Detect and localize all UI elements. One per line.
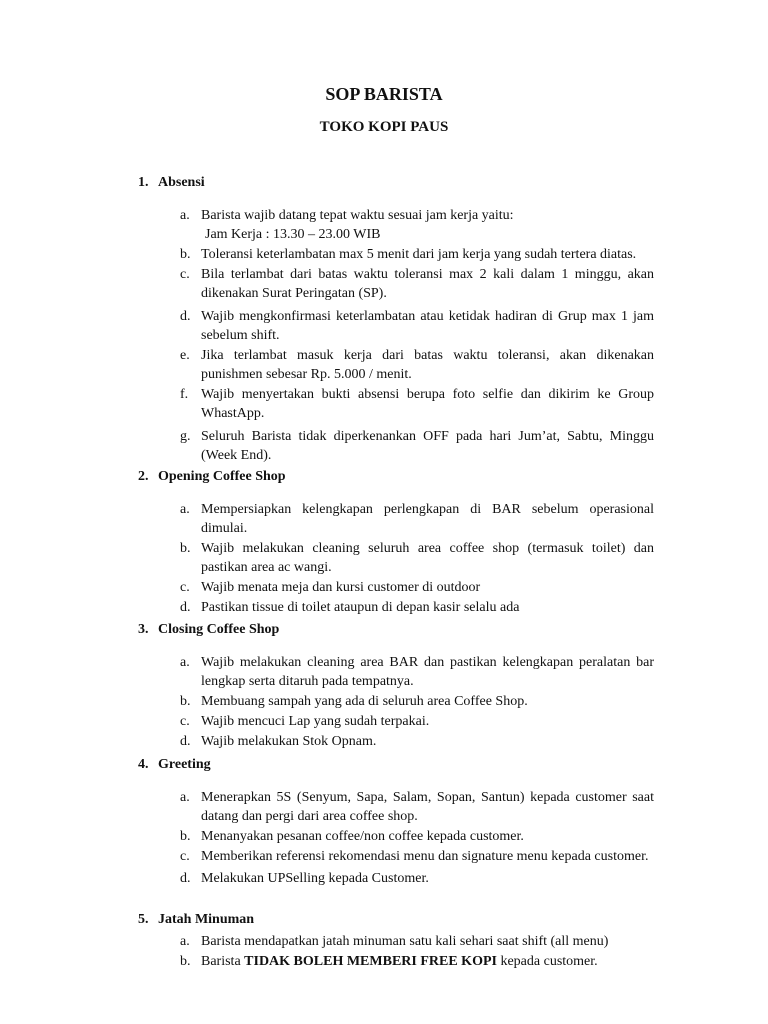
item-text [201, 952, 654, 971]
list-item [180, 385, 654, 423]
item-letter: e. [180, 348, 190, 363]
list-item [180, 712, 654, 731]
section-title: Closing Coffee Shop [158, 622, 280, 637]
item-text: Menanyakan pesanan coffee/non coffee kepada customer. [201, 829, 524, 844]
list-item [180, 578, 654, 597]
item-letter: g. [180, 429, 191, 444]
section-greeting [138, 755, 658, 889]
item-letter: b. [180, 954, 191, 969]
work-hours: Jam Kerja : 13.30 – 23.00 WIB [205, 227, 381, 242]
section-number: 3. [138, 622, 149, 637]
item-text-line: Barista wajib datang tepat waktu sesuai jam kerja yaitu: [201, 208, 514, 223]
item-list [180, 653, 654, 751]
item-text: Menerapkan 5S (Senyum, Sapa, Salam, Sopan, Santun) kepada customer saat datang dan pergi dari area coffee shop. [201, 790, 654, 824]
item-text: Wajib mencuci Lap yang sudah terpakai. [201, 714, 430, 729]
section-title: Jatah Minuman [158, 912, 255, 927]
item-letter: a. [180, 790, 190, 805]
item-text: Melakukan UPSelling kepada Customer. [201, 871, 429, 886]
list-item [180, 307, 654, 345]
item-text: Seluruh Barista tidak diperkenankan OFF pada hari Jum’at, Sabtu, Minggu (Week End). [201, 429, 654, 463]
item-text: Pastikan tissue di toilet ataupun di depan kasir selalu ada [201, 600, 520, 615]
item-letter: c. [180, 714, 190, 729]
item-text: Toleransi keterlambatan max 5 menit dari jam kerja yang sudah tertera diatas. [201, 247, 637, 262]
document-subtitle: TOKO KOPI PAUS [319, 119, 449, 135]
item-letter: c. [180, 849, 190, 864]
list-item [180, 427, 654, 465]
item-letter: d. [180, 309, 191, 324]
item-letter: c. [180, 267, 190, 282]
item-letter: a. [180, 655, 190, 670]
item-text: Wajib melakukan cleaning seluruh area coffee shop (termasuk toilet) dan pastikan area ac wangi. [201, 541, 654, 575]
section-closing [138, 620, 658, 752]
section-title: Absensi [158, 175, 205, 190]
list-item [180, 206, 654, 244]
item-list [180, 932, 654, 971]
item-letter: d. [180, 600, 191, 615]
list-item [180, 346, 654, 384]
item-text: Wajib menyertakan bukti absensi berupa foto selfie dan dikirim ke Group WhastApp. [201, 387, 654, 421]
list-item [180, 952, 654, 971]
item-letter: a. [180, 208, 190, 223]
section-heading [138, 467, 658, 486]
item-letter: b. [180, 694, 191, 709]
item-text: Bila terlambat dari batas waktu toleransi max 2 kali dalam 1 minggu, akan dikenakan Surat Peringatan (SP). [201, 267, 654, 301]
section-absensi [138, 173, 658, 466]
item-text [201, 206, 654, 244]
section-number: 1. [138, 175, 149, 190]
item-list [180, 788, 654, 888]
item-letter: a. [180, 502, 190, 517]
document-title: SOP BARISTA [325, 84, 443, 104]
list-item [180, 539, 654, 577]
item-text: Memberikan referensi rekomendasi menu dan signature menu kepada customer. [201, 849, 649, 864]
item-text: Wajib menata meja dan kursi customer di outdoor [201, 580, 481, 595]
list-item [180, 265, 654, 303]
item-text: Wajib melakukan Stok Opnam. [201, 734, 377, 749]
list-item [180, 245, 654, 264]
section-heading [138, 910, 658, 929]
list-item [180, 932, 654, 951]
item-text: Membuang sampah yang ada di seluruh area Coffee Shop. [201, 694, 528, 709]
item-list [180, 206, 654, 465]
section-heading [138, 173, 658, 192]
section-title: Opening Coffee Shop [158, 469, 286, 484]
item-list [180, 500, 654, 617]
item-letter: f. [180, 387, 189, 402]
section-heading [138, 755, 658, 774]
item-letter: a. [180, 934, 190, 949]
item-text: Wajib melakukan cleaning area BAR dan pastikan kelengkapan peralatan bar lengkap serta ditaruh pada tempatnya. [201, 655, 654, 689]
list-item [180, 847, 654, 866]
list-item [180, 732, 654, 751]
section-number: 2. [138, 469, 149, 484]
item-text: Mempersiapkan kelengkapan perlengkapan di BAR sebelum operasional dimulai. [201, 502, 654, 536]
section-number: 5. [138, 912, 149, 927]
item-text-pre: Barista [201, 954, 245, 969]
section-opening [138, 467, 658, 618]
list-item [180, 598, 654, 617]
item-letter: d. [180, 734, 191, 749]
item-letter: b. [180, 829, 191, 844]
item-text-bold: TIDAK BOLEH MEMBERI FREE KOPI [244, 954, 497, 969]
list-item [180, 827, 654, 846]
section-heading [138, 620, 658, 639]
item-letter: d. [180, 871, 191, 886]
item-text: Barista mendapatkan jatah minuman satu kali sehari saat shift (all menu) [201, 934, 609, 949]
item-text-post: kepada customer. [496, 954, 598, 969]
item-letter: c. [180, 580, 190, 595]
item-letter: b. [180, 247, 191, 262]
section-number: 4. [138, 757, 149, 772]
list-item [180, 788, 654, 826]
list-item [180, 653, 654, 691]
list-item [180, 869, 654, 888]
list-item [180, 692, 654, 711]
item-text: Wajib mengkonfirmasi keterlambatan atau ketidak hadiran di Grup max 1 jam sebelum shift. [201, 309, 654, 343]
section-jatah-minuman [138, 910, 658, 972]
section-title: Greeting [158, 757, 211, 772]
item-text: Jika terlambat masuk kerja dari batas waktu toleransi, akan dikenakan punishmen sebesar Rp. 5.000 / menit. [201, 348, 654, 382]
list-item [180, 500, 654, 538]
item-letter: b. [180, 541, 191, 556]
